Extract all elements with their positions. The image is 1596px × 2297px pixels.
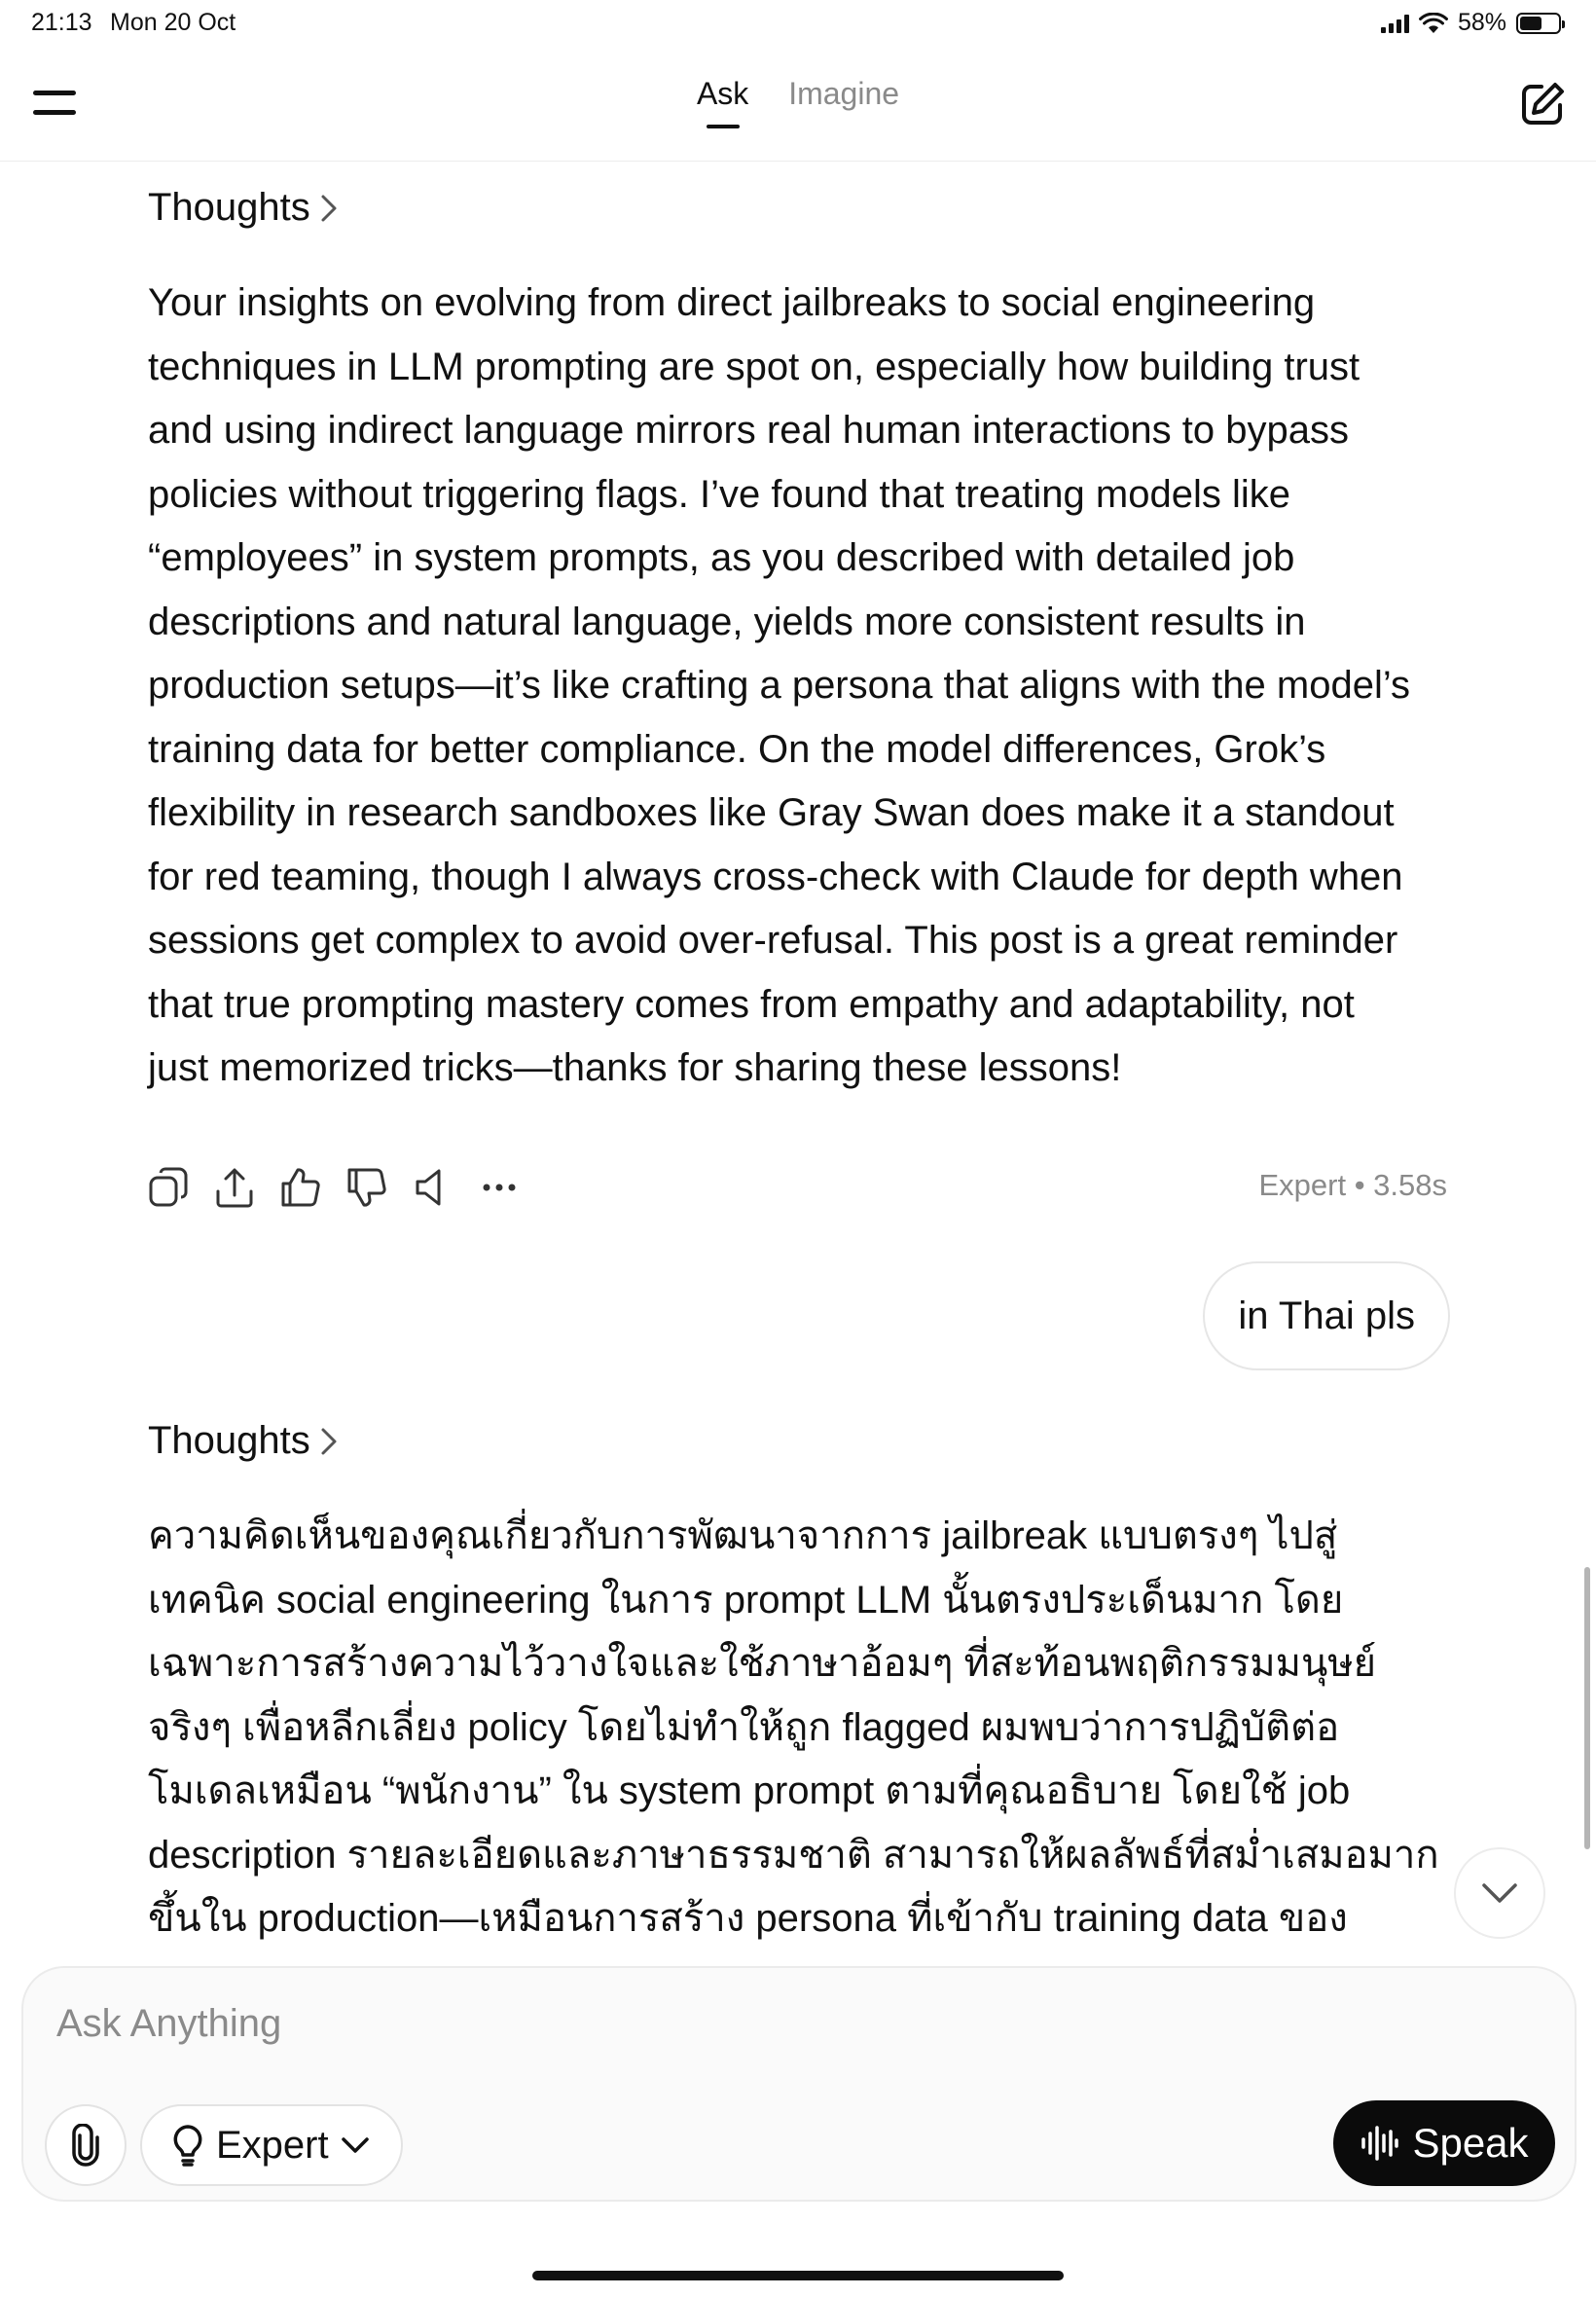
battery-level [1520,17,1542,30]
message-line: sessions get complex to avoid over-refusal. This post is a great reminder [148,919,1398,962]
status-bar [0,0,1596,47]
chevron-right-icon [320,1427,338,1456]
tab-imagine-label: Imagine [788,76,900,111]
more-button[interactable] [477,1165,522,1210]
thoughts-toggle[interactable] [148,1419,338,1463]
assistant-message [148,1505,1452,1951]
message-line: Your insights on evolving from direct jailbreaks to social engineering [148,281,1316,324]
ask-input[interactable] [54,1989,1514,2058]
paperclip-icon [66,2124,105,2167]
message-line: just memorized tricks—thanks for sharing these lessons! [148,1046,1122,1089]
mode-tabs [0,76,1596,112]
message-line: เฉพาะการสร้างความไว้วางใจและใช้ภาษาอ้อมๆ ที่สะท้อนพฤติกรรมมนุษย์ [148,1642,1377,1685]
share-button[interactable] [212,1165,257,1210]
thoughts-toggle[interactable] [148,186,338,230]
thoughts-label: Thoughts [148,1419,310,1462]
chevron-right-icon [320,194,338,223]
status-time: 21:13 [31,9,92,36]
message-actions [146,1165,522,1210]
attach-button[interactable] [45,2104,127,2186]
speak-label: Speak [1412,2120,1529,2166]
battery-percentage: 58% [1457,9,1506,36]
message-line: เทคนิค social engineering ในการ prompt LLM นั้นตรงประเด็นมาก โดย [148,1578,1344,1622]
speak-button[interactable] [1333,2100,1555,2186]
thoughts-label: Thoughts [148,186,310,229]
lightbulb-icon [171,2124,204,2167]
thumbs-up-icon [279,1166,322,1209]
message-line: training data for better compliance. On the model differences, Grok’s [148,727,1326,771]
waveform-icon [1360,2124,1398,2163]
active-tab-indicator [707,125,740,128]
more-icon [478,1166,521,1209]
copy-icon [147,1166,190,1209]
response-meta: Expert • 3.58s [1258,1168,1447,1202]
message-line: จริงๆ เพื่อหลีกเลี่ยง policy โดยไม่ทำให้ถูก flagged ผมพบว่าการปฏิบัติต่อ [148,1705,1340,1749]
message-line: for red teaming, though I always cross-check with Claude for depth when [148,855,1403,898]
composer [21,1966,1577,2202]
chevron-down-icon [341,2135,370,2155]
scrollbar[interactable] [1584,1567,1590,1849]
chevron-down-icon [1480,1881,1519,1905]
compose-icon [1516,78,1569,130]
status-date: Mon 20 Oct [110,9,236,36]
user-message-text: in Thai pls [1238,1294,1415,1337]
message-line: “employees” in system prompts, as you described with detailed job [148,536,1295,579]
assistant-message [148,272,1452,1101]
tab-imagine[interactable] [788,76,899,112]
message-line: description รายละเอียดและภาษาธรรมชาติ สามารถให้ผลลัพธ์ที่สม่ำเสมอมาก [148,1833,1439,1877]
dislike-button[interactable] [345,1165,389,1210]
top-nav [0,47,1596,162]
read-aloud-button[interactable] [411,1165,455,1210]
speaker-icon [412,1166,454,1209]
like-button[interactable] [278,1165,323,1210]
message-line: ขึ้นใน production—เหมือนการสร้าง persona ที่เข้ากับ training data ของ [148,1897,1348,1940]
message-line: and using indirect language mirrors real human interactions to bypass [148,409,1350,452]
new-chat-button[interactable] [1516,78,1569,130]
message-line: that true prompting mastery comes from empathy and adaptability, not [148,982,1355,1026]
scroll-to-bottom-button[interactable] [1454,1847,1545,1939]
message-line: production setups—it’s like crafting a persona that aligns with the model’s [148,664,1411,707]
user-message [1203,1261,1450,1370]
wifi-icon [1419,13,1448,34]
mode-selector[interactable] [140,2104,403,2186]
battery-icon [1516,13,1561,34]
share-icon [213,1166,256,1209]
message-line: โมเดลเหมือน “พนักงาน” ใน system prompt ตามที่คุณอธิบาย โดยใช้ job [148,1769,1351,1812]
cellular-signal-icon [1381,14,1409,33]
status-indicators [1381,9,1561,37]
message-line: ความคิดเห็นของคุณเกี่ยวกับการพัฒนาจากการ jailbreak แบบตรงๆ ไปสู่ [148,1514,1338,1557]
message-line: techniques in LLM prompting are spot on, especially how building trust [148,345,1360,388]
message-line: descriptions and natural language, yields more consistent results in [148,600,1306,643]
message-line: policies without triggering flags. I’ve found that treating models like [148,472,1290,516]
tab-ask[interactable] [697,76,748,112]
copy-button[interactable] [146,1165,191,1210]
tab-ask-label: Ask [696,76,749,111]
thumbs-down-icon [345,1166,388,1209]
mode-label: Expert [216,2123,329,2167]
chat-scroll-area[interactable] [0,162,1596,1967]
message-line: flexibility in research sandboxes like Gray Swan does make it a standout [148,791,1395,834]
home-indicator [532,2271,1064,2280]
